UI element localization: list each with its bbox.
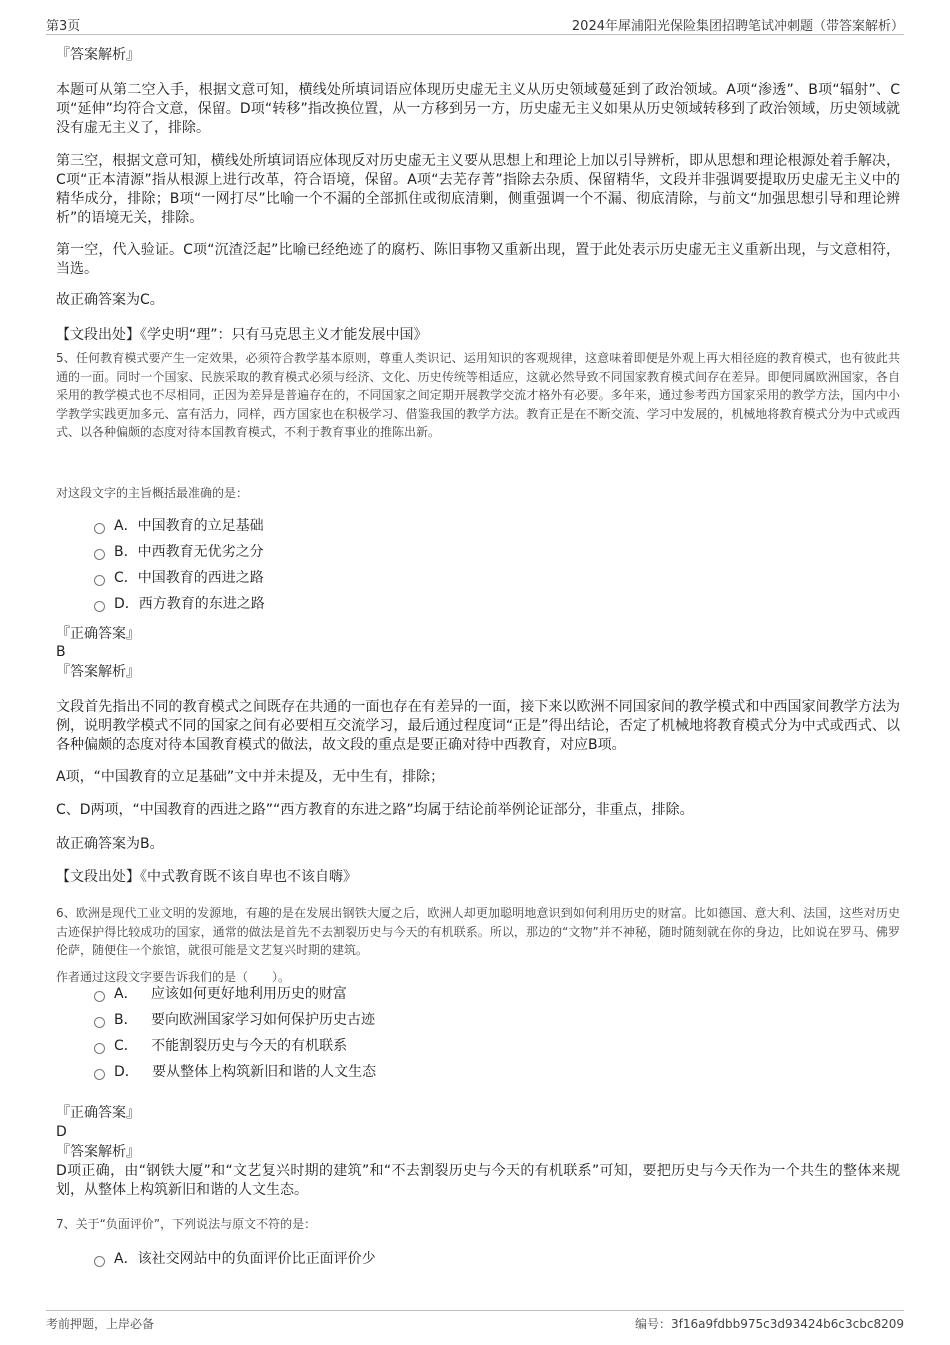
q5-passage: 5、任何教育模式要产生一定效果，必须符合教学基本原则，尊重人类识记、运用知识的客观规律，这意味着即便是外观上再大相径庭的教育模式，也有彼此共通的一面。同时一个国家、民族采取的教育模式必须与经济、文化、历史传统等相适应，这就必然导致不同国家教育模式间存在差异。即便同属欧洲国家，各自采用的教学模式也不尽相同，正因为差异是普遍存在的，不同国家之间定期开展教学交流才格外有必要。多年来，通过参考西方国家采用的教学方法，国内中小学教学实践更加多元、富有活力，同样，西方国家也在积极学习、借鉴我国的教学方法。教育正是在不断交流、学习中发展的，机械地将教育模式分为中式或西式、以各种偏颇的态度对待本国教育模式，不利于教育事业的推陈出新。 bbox=[56, 351, 900, 439]
radio-icon[interactable] bbox=[94, 601, 105, 612]
q5-option-a[interactable]: A．中国教育的立足基础 bbox=[94, 516, 264, 536]
q6-analysis-title: 『答案解析』 bbox=[56, 1144, 140, 1160]
q6-correct-title: 『正确答案』 bbox=[56, 1105, 140, 1121]
radio-icon[interactable] bbox=[94, 549, 105, 560]
radio-icon[interactable] bbox=[94, 1256, 105, 1267]
radio-icon[interactable] bbox=[94, 991, 105, 1002]
q5-conclusion: 故正确答案为B。 bbox=[56, 836, 164, 852]
q5-stem: 对这段文字的主旨概括最准确的是： bbox=[56, 486, 249, 500]
radio-icon[interactable] bbox=[94, 575, 105, 586]
q6-option-a[interactable]: A． 应该如何更好地利用历史的财富 bbox=[94, 984, 347, 1004]
q6-passage: 6、欧洲是现代工业文明的发源地，有趣的是在发展出钢铁大厦之后，欧洲人却更加聪明地意识到如何利用历史的财富。比如德国、意大利、法国，这些对历史古迹保护得比较成功的国家，通常的做法是首先不去割裂历史与今天的有机联系。所以，那边的“文物”并不神秘，随时随刻就在你的身边，比如说在罗马、佛罗伦萨，随便住一个旅馆，就很可能是文艺复兴时期的建筑。 bbox=[56, 906, 900, 957]
q4-source: 【文段出处】《学史明“理”：只有马克思主义才能发展中国》 bbox=[56, 327, 428, 343]
q4-analysis-para-3: 第一空，代入验证。C项“沉渣泛起”比喻已经绝迹了的腐朽、陈旧事物又重新出现，置于此处表示历史虚无主义重新出现，与文意相符，当选。 bbox=[56, 242, 900, 277]
q5-analysis-title: 『答案解析』 bbox=[56, 664, 140, 680]
radio-icon[interactable] bbox=[94, 1069, 105, 1080]
footer-slogan: 考前押题，上岸必备 bbox=[46, 1317, 155, 1331]
q6-correct-answer: D bbox=[56, 1124, 67, 1140]
q5-option-b[interactable]: B．中西教育无优劣之分 bbox=[94, 542, 264, 562]
q5-option-c[interactable]: C．中国教育的西进之路 bbox=[94, 568, 264, 588]
page-header bbox=[46, 12, 904, 35]
radio-icon[interactable] bbox=[94, 1043, 105, 1054]
page-number: 第3页 bbox=[46, 19, 81, 34]
radio-icon[interactable] bbox=[94, 523, 105, 534]
q6-option-b[interactable]: B． 要向欧洲国家学习如何保护历史古迹 bbox=[94, 1010, 375, 1030]
page-footer bbox=[46, 1310, 904, 1335]
q4-analysis-para-1: 本题可从第二空入手，根据文意可知，横线处所填词语应体现历史虚无主义从历史领域蔓延到了政治领域。A项“渗透”、B项“辐射”、C项“延伸”均符合文意，保留。D项“转移”指改换位置，从一方移到另一方，历史虚无主义如果从历史领域转移到了政治领域，历史领域就没有虚无主义了，排除。 bbox=[56, 82, 900, 136]
q5-option-d[interactable]: D．西方教育的东进之路 bbox=[94, 594, 265, 614]
q5-analysis-para-2: A项，“中国教育的立足基础”文中并未提及，无中生有，排除； bbox=[56, 769, 445, 785]
q6-analysis: D项正确，由“钢铁大厦”和“文艺复兴时期的建筑”和“不去割裂历史与今天的有机联系”可知，要把历史与今天作为一个共生的整体来规划，从整体上构筑新旧和谐的人文生态。 bbox=[56, 1163, 900, 1198]
radio-icon[interactable] bbox=[94, 1017, 105, 1028]
q4-conclusion: 故正确答案为C。 bbox=[56, 292, 164, 308]
q6-stem: 作者通过这段文字要告诉我们的是（ ）。 bbox=[56, 970, 291, 984]
q6-option-c[interactable]: C． 不能割裂历史与今天的有机联系 bbox=[94, 1036, 347, 1056]
document-title: 2024年犀浦阳光保险集团招聘笔试冲刺题（带答案解析） bbox=[571, 19, 904, 34]
q5-correct-title: 『正确答案』 bbox=[56, 626, 140, 642]
q5-correct-answer: B bbox=[56, 644, 66, 660]
q5-analysis-para-1: 文段首先指出不同的教育模式之间既存在共通的一面也存在有差异的一面，接下来以欧洲不同国家间的教学模式和中西国家间教学方法为例，说明教学模式不同的国家之间有必要相互交流学习，最后通过程度词“正是”得出结论，否定了机械地将教育模式分为中式或西式、以各种偏颇的态度对待本国教育模式的做法，故文段的重点是要正确对待中西教育，对应B项。 bbox=[56, 699, 900, 753]
q5-source: 【文段出处】《中式教育既不该自卑也不该自嗨》 bbox=[56, 869, 357, 885]
q4-analysis-title: 『答案解析』 bbox=[56, 47, 140, 63]
document-code: 编号：3f16a9fdbb975c3d93424b6c3cbc8209 bbox=[635, 1317, 904, 1331]
q6-option-d[interactable]: D． 要从整体上构筑新旧和谐的人文生态 bbox=[94, 1062, 376, 1082]
q5-analysis-para-3: C、D两项，“中国教育的西进之路”“西方教育的东进之路”均属于结论前举例论证部分，非重点，排除。 bbox=[56, 802, 694, 818]
q7-stem: 7、关于“负面评价”，下列说法与原文不符的是： bbox=[56, 1217, 317, 1231]
q4-analysis-para-2: 第三空，根据文意可知，横线处所填词语应体现反对历史虚无主义要从思想上和理论上加以引导辨析，即从思想和理论根源处着手解决，C项“正本清源”指从根源上进行改革，符合语境，保留。A项“去芜存菁”指除去杂质、保留精华，文段并非强调要提取历史虚无主义中的精华成分，排除；B项“一网打尽”比喻一个不漏的全部抓住或彻底清剿，侧重强调一个不漏、彻底清除，与前文“加强思想引导和理论辨析”的语境无关，排除。 bbox=[56, 153, 900, 226]
q7-option-a[interactable]: A．该社交网站中的负面评价比正面评价少 bbox=[94, 1249, 376, 1269]
